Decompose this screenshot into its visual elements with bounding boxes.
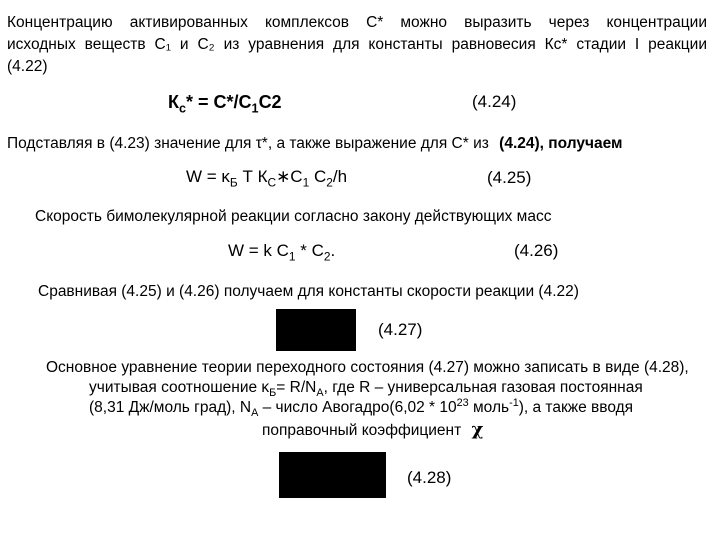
transition-state-line-2: учитывая соотношение $\kappa_Б= R/N_A$, где R – универсальная газовая постоянная (89, 379, 643, 400)
transition-state-line-3: (8,31 Дж/моль град), $N_A$ – число Авогадро(6,02 * $10^{23}$ моль$^{-1}$), а также вводя (89, 396, 634, 420)
intro-line-3: (4.22) (7, 58, 48, 75)
transition-state-line-1: Основное уравнение теории переходного состояния (4.27) можно записать в виде (4.28), (46, 359, 689, 376)
equation-4-26-label: (4.26) (514, 241, 559, 260)
intro-line-2: исходных веществ С₁ и С₂ из уравнения для константы равновесия Кс* стадии I реакции (7, 36, 707, 53)
intro-line-1: Концентрацию активированных комплексов С* можно выразить через концентрации (7, 14, 707, 31)
comparison-paragraph: Сравнивая (4.25) и (4.26) получаем для константы скорости реакции (4.22) (38, 283, 579, 300)
equation-4-24-label: (4.24) (472, 92, 517, 111)
intro-paragraph (7, 12, 707, 78)
mass-action-paragraph: Скорость бимолекулярной реакции согласно закону действующих масс (35, 208, 552, 225)
equation-4-27-label: (4.27) (378, 320, 423, 339)
substitution-paragraph: Подставляя в (4.23) значение для τ*, а также выражение для С* из (4.24), получаем (7, 135, 623, 152)
transition-state-line-4: поправочный коэффициент χ (262, 419, 484, 440)
chi-symbol: χ (471, 419, 484, 440)
equation-4-25: $W = \kappa_Б$ Т $К_С∗С_1$ $С_2/h$ (186, 167, 348, 190)
equation-4-26: W = k $С_1 * С_2$. (228, 241, 336, 264)
equation-4-28-label: (4.28) (407, 468, 452, 487)
formula-4-27-image (276, 309, 356, 351)
equation-4-24: $К_с* = С*/С_1С2$ (168, 92, 282, 116)
equation-4-25-label: (4.25) (487, 168, 532, 187)
formula-4-28-image (279, 452, 386, 498)
